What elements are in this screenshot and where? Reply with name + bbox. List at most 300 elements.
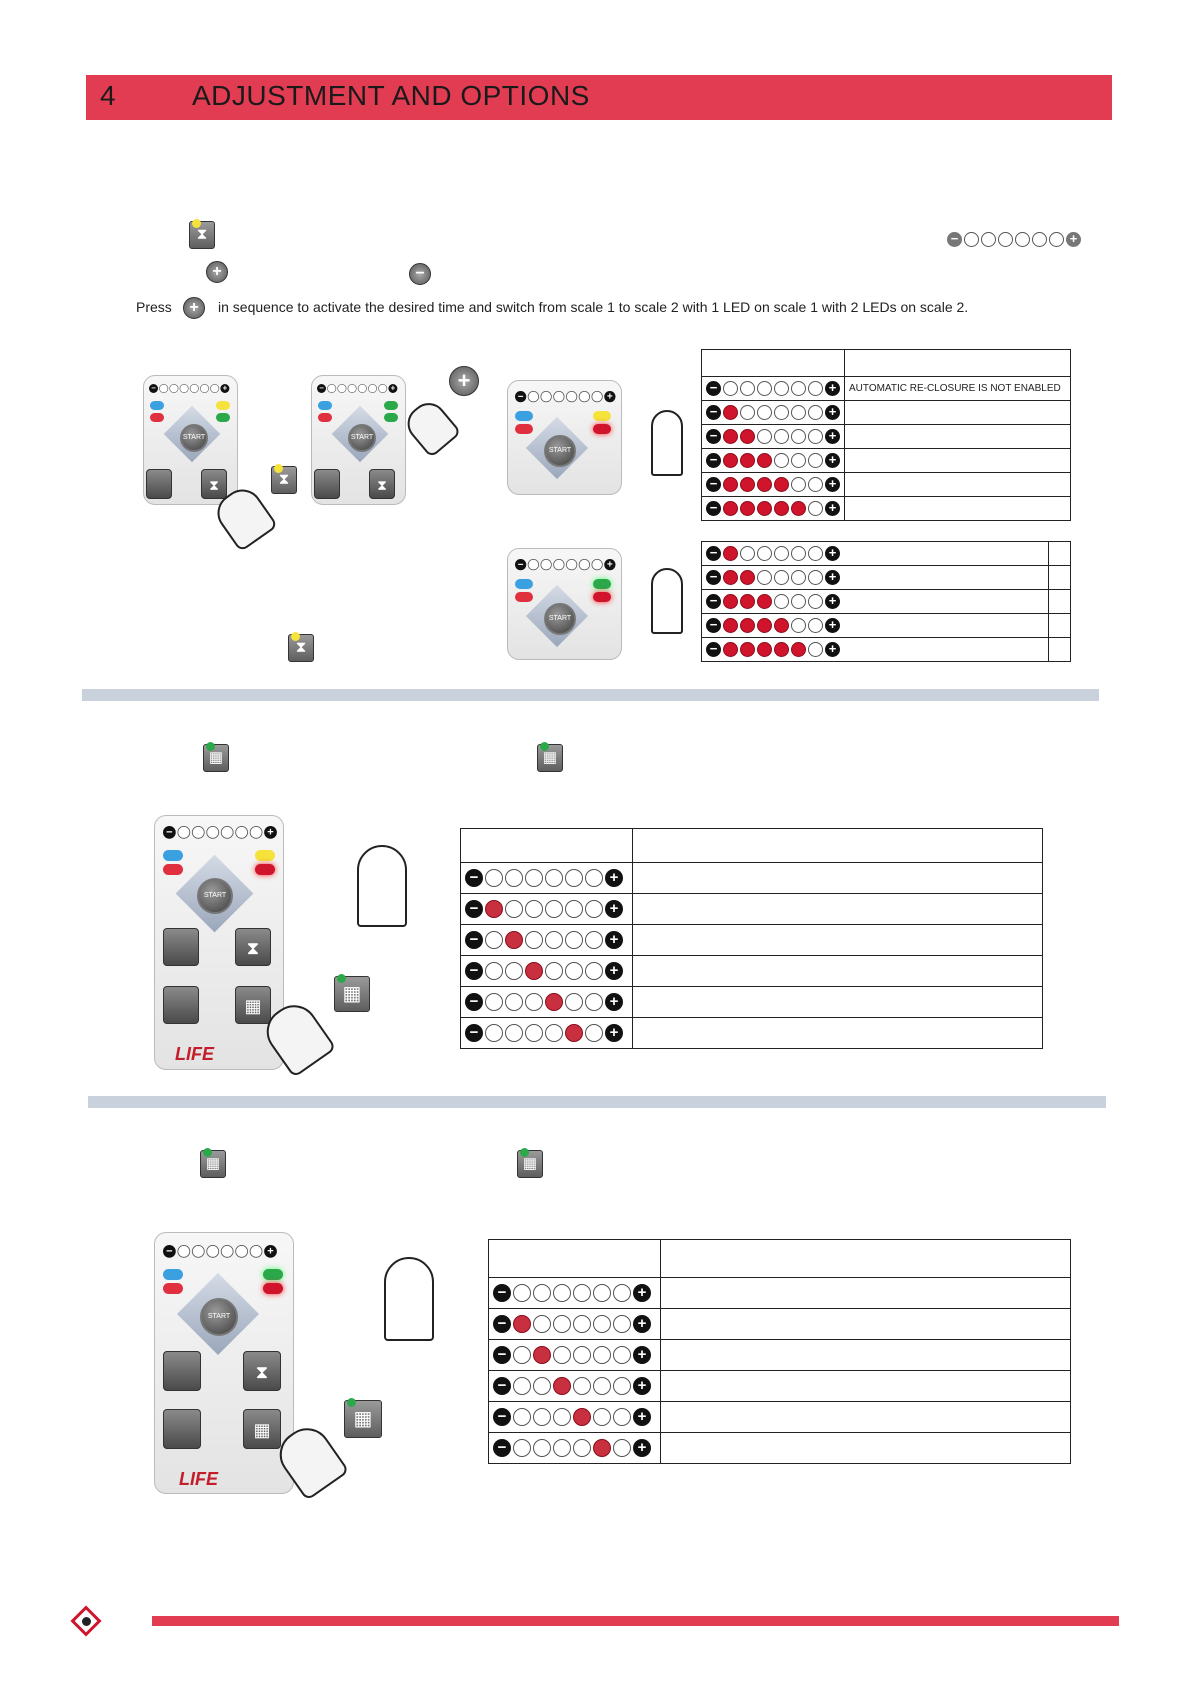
table-row xyxy=(702,449,1071,473)
minus-icon: − xyxy=(493,1346,511,1364)
row-description xyxy=(633,1018,1043,1049)
led-indicator xyxy=(791,477,806,492)
led-indicator xyxy=(740,618,755,633)
led-indicator xyxy=(525,962,543,980)
led-indicator xyxy=(791,594,806,609)
section-number: 4 xyxy=(100,80,116,111)
remote-icon xyxy=(314,469,340,499)
person-icon xyxy=(651,410,683,476)
minus-icon: − xyxy=(706,642,721,657)
led-indicator xyxy=(513,1346,531,1364)
led-indicator xyxy=(757,546,772,561)
minus-icon: − xyxy=(493,1439,511,1457)
led-indicator xyxy=(593,1346,611,1364)
led-indicator xyxy=(740,594,755,609)
led-indicator xyxy=(774,501,789,516)
led-indicator xyxy=(593,1439,611,1457)
control-panel: − + START ⧗ ▦ LIFE xyxy=(154,815,284,1070)
row-description xyxy=(633,863,1043,894)
led-indicator xyxy=(585,993,603,1011)
led-indicator xyxy=(545,931,563,949)
building-icon: ▦ xyxy=(517,1150,543,1178)
led-indicator xyxy=(740,477,755,492)
table-row xyxy=(702,497,1071,521)
building-icon: ▦ xyxy=(235,986,271,1024)
row-description xyxy=(845,473,1071,497)
table-row xyxy=(702,377,1071,401)
led-indicator xyxy=(593,1377,611,1395)
led-indicator xyxy=(565,931,583,949)
press-label: Press xyxy=(136,299,172,315)
led-indicator xyxy=(613,1315,631,1333)
led-indicator xyxy=(533,1346,551,1364)
led-indicator xyxy=(485,1024,503,1042)
life-logo-icon xyxy=(70,1605,104,1639)
led-indicator xyxy=(533,1439,551,1457)
minus-icon: − xyxy=(706,477,721,492)
led-indicator xyxy=(533,1377,551,1395)
building-icon: ▦ xyxy=(344,1400,382,1438)
row-description xyxy=(661,1402,1071,1433)
option-table-2 xyxy=(460,828,1043,1049)
plus-icon: + xyxy=(825,642,840,657)
led-indicator xyxy=(791,429,806,444)
led-indicator xyxy=(593,1315,611,1333)
minus-icon: − xyxy=(465,869,483,887)
minus-icon: − xyxy=(706,594,721,609)
plus-icon: + xyxy=(633,1284,651,1302)
led-indicator xyxy=(723,381,738,396)
table-row xyxy=(702,590,1071,614)
led-indicator xyxy=(525,1024,543,1042)
led-row xyxy=(493,1315,656,1333)
led-indicator xyxy=(525,931,543,949)
led-indicator xyxy=(723,570,738,585)
led-row xyxy=(706,570,1044,585)
led-row xyxy=(493,1439,656,1457)
led-indicator xyxy=(774,546,789,561)
led-indicator xyxy=(585,900,603,918)
table-row xyxy=(702,473,1071,497)
led-indicator xyxy=(545,1024,563,1042)
plus-icon: + xyxy=(183,297,205,319)
hourglass-icon: ⧗ xyxy=(189,221,215,249)
led-indicator xyxy=(791,642,806,657)
led-indicator xyxy=(485,900,503,918)
table-row xyxy=(461,925,1043,956)
led-indicator xyxy=(791,546,806,561)
led-row xyxy=(465,1024,628,1042)
led-indicator xyxy=(573,1284,591,1302)
minus-icon: − xyxy=(706,546,721,561)
table-row xyxy=(461,956,1043,987)
start-button: START xyxy=(180,424,208,452)
led-indicator xyxy=(774,429,789,444)
building-icon: ▦ xyxy=(200,1150,226,1178)
plus-icon: + xyxy=(825,570,840,585)
led-indicator xyxy=(791,381,806,396)
led-indicator xyxy=(774,405,789,420)
led-row xyxy=(465,931,628,949)
led-indicator xyxy=(545,993,563,1011)
hourglass-icon: ⧗ xyxy=(201,469,227,499)
person-icon xyxy=(357,845,407,927)
led-indicator xyxy=(505,931,523,949)
minus-icon: − xyxy=(493,1284,511,1302)
led-indicator xyxy=(723,594,738,609)
row-description xyxy=(1049,542,1071,566)
footer-bar xyxy=(152,1616,1119,1626)
minus-icon: − xyxy=(465,900,483,918)
led-indicator xyxy=(553,1439,571,1457)
led-row xyxy=(465,869,628,887)
building-icon: ▦ xyxy=(537,744,563,772)
hourglass-icon: ⧗ xyxy=(369,469,395,499)
led-indicator xyxy=(774,453,789,468)
led-row xyxy=(493,1408,656,1426)
led-indicator xyxy=(791,618,806,633)
row-description xyxy=(633,925,1043,956)
minus-icon: − xyxy=(465,1024,483,1042)
led-indicator xyxy=(613,1284,631,1302)
led-indicator xyxy=(573,1439,591,1457)
row-description xyxy=(845,401,1071,425)
hourglass-icon: ⧗ xyxy=(243,1351,281,1391)
led-indicator xyxy=(808,594,823,609)
control-panel: − + START xyxy=(507,380,622,495)
row-description xyxy=(1049,566,1071,590)
led-indicator xyxy=(485,993,503,1011)
plus-icon: + xyxy=(825,618,840,633)
led-indicator xyxy=(585,931,603,949)
separator xyxy=(82,689,1099,701)
led-indicator xyxy=(513,1315,531,1333)
led-indicator xyxy=(485,931,503,949)
led-indicator xyxy=(553,1315,571,1333)
minus-icon: − xyxy=(706,570,721,585)
led-indicator xyxy=(808,642,823,657)
plus-icon: + xyxy=(633,1377,651,1395)
led-row xyxy=(706,453,840,468)
start-button: START xyxy=(197,878,233,914)
table-row xyxy=(702,425,1071,449)
led-indicator xyxy=(808,405,823,420)
led-indicator xyxy=(565,869,583,887)
led-indicator xyxy=(757,618,772,633)
start-button: START xyxy=(200,1298,238,1336)
plus-icon: + xyxy=(825,477,840,492)
start-button: START xyxy=(348,424,376,452)
led-indicator xyxy=(533,1315,551,1333)
led-indicator xyxy=(774,618,789,633)
led-indicator xyxy=(808,618,823,633)
led-indicator xyxy=(533,1284,551,1302)
led-indicator xyxy=(740,381,755,396)
led-indicator xyxy=(585,1024,603,1042)
separator xyxy=(88,1096,1106,1108)
section-header xyxy=(86,75,1112,120)
led-indicator xyxy=(723,429,738,444)
control-panel: − + START ⧗ xyxy=(311,375,406,505)
control-panel: − + START xyxy=(507,548,622,660)
control-panel: − + START ⧗ xyxy=(143,375,238,505)
led-row xyxy=(493,1377,656,1395)
minus-icon: − xyxy=(706,405,721,420)
led-indicator xyxy=(613,1377,631,1395)
plus-icon: + xyxy=(605,869,623,887)
plus-icon: + xyxy=(633,1315,651,1333)
led-indicator xyxy=(740,546,755,561)
table-row xyxy=(702,566,1071,590)
led-indicator xyxy=(513,1377,531,1395)
minus-icon: − xyxy=(465,962,483,980)
led-indicator xyxy=(553,1377,571,1395)
led-row xyxy=(706,381,840,396)
led-indicator xyxy=(553,1284,571,1302)
instruction-text: in sequence to activate the desired time and switch from scale 1 to scale 2 with 1 LED on scale 1 with 2 LEDs on scale 2. xyxy=(218,299,969,315)
building-icon: ▦ xyxy=(243,1409,281,1449)
minus-icon: − xyxy=(409,263,431,285)
minus-icon: − xyxy=(706,381,721,396)
led-row xyxy=(706,477,840,492)
led-indicator xyxy=(774,570,789,585)
table-row xyxy=(489,1340,1071,1371)
led-indicator xyxy=(525,993,543,1011)
plus-icon: + xyxy=(633,1439,651,1457)
plus-icon: + xyxy=(825,546,840,561)
led-row xyxy=(493,1284,656,1302)
led-indicator xyxy=(757,570,772,585)
minus-icon: − xyxy=(493,1377,511,1395)
table-row xyxy=(702,542,1071,566)
led-indicator xyxy=(740,570,755,585)
hand-icon xyxy=(400,396,461,458)
led-row xyxy=(493,1346,656,1364)
led-indicator xyxy=(545,962,563,980)
led-indicator xyxy=(613,1346,631,1364)
led-row xyxy=(706,405,840,420)
led-indicator xyxy=(513,1408,531,1426)
plus-icon: + xyxy=(825,453,840,468)
building-icon: ▦ xyxy=(203,744,229,772)
led-row xyxy=(706,501,840,516)
led-indicator xyxy=(565,1024,583,1042)
plus-icon: + xyxy=(605,962,623,980)
led-indicator xyxy=(757,429,772,444)
control-panel: − + START ⧗ ▦ LIFE xyxy=(154,1232,294,1494)
led-indicator xyxy=(774,594,789,609)
led-indicator xyxy=(757,501,772,516)
led-indicator xyxy=(525,869,543,887)
row-description xyxy=(845,425,1071,449)
led-indicator xyxy=(757,405,772,420)
table-row xyxy=(461,894,1043,925)
plus-icon: + xyxy=(633,1408,651,1426)
led-indicator xyxy=(723,453,738,468)
remote-icon xyxy=(146,469,172,499)
row-description xyxy=(633,956,1043,987)
led-indicator xyxy=(573,1346,591,1364)
led-indicator xyxy=(723,405,738,420)
table-row xyxy=(489,1402,1071,1433)
table-row xyxy=(489,1371,1071,1402)
row-description xyxy=(661,1371,1071,1402)
table-row xyxy=(461,863,1043,894)
row-description xyxy=(661,1433,1071,1464)
row-description: AUTOMATIC RE-CLOSURE IS NOT ENABLED xyxy=(845,377,1071,401)
hourglass-icon: ⧗ xyxy=(288,634,314,662)
minus-icon: − xyxy=(465,931,483,949)
section-title: ADJUSTMENT AND OPTIONS xyxy=(192,80,590,111)
plus-icon: + xyxy=(449,366,479,396)
led-indicator xyxy=(573,1377,591,1395)
table-row xyxy=(461,1018,1043,1049)
led-row xyxy=(465,900,628,918)
minus-icon: − xyxy=(706,453,721,468)
led-indicator xyxy=(585,962,603,980)
led-indicator xyxy=(485,869,503,887)
led-indicator xyxy=(545,900,563,918)
led-row xyxy=(706,546,1044,561)
led-row xyxy=(706,429,840,444)
minus-icon: − xyxy=(706,429,721,444)
led-indicator xyxy=(505,962,523,980)
plus-icon: + xyxy=(633,1346,651,1364)
led-indicator xyxy=(505,993,523,1011)
led-indicator xyxy=(513,1439,531,1457)
hourglass-icon: ⧗ xyxy=(235,928,271,966)
row-description xyxy=(661,1309,1071,1340)
led-indicator xyxy=(740,429,755,444)
led-indicator xyxy=(565,993,583,1011)
led-indicator xyxy=(505,900,523,918)
led-indicator xyxy=(808,570,823,585)
led-strip-icon: − + xyxy=(947,232,1081,247)
led-indicator xyxy=(791,453,806,468)
row-description xyxy=(1049,590,1071,614)
plus-icon: + xyxy=(605,931,623,949)
led-indicator xyxy=(791,570,806,585)
plus-icon: + xyxy=(605,1024,623,1042)
led-indicator xyxy=(565,962,583,980)
led-indicator xyxy=(573,1408,591,1426)
led-indicator xyxy=(808,453,823,468)
led-indicator xyxy=(757,381,772,396)
option-table-3 xyxy=(488,1239,1071,1464)
life-logo-icon: LIFE xyxy=(179,1469,218,1489)
row-description xyxy=(845,497,1071,521)
led-indicator xyxy=(723,618,738,633)
led-row xyxy=(465,993,628,1011)
led-indicator xyxy=(808,429,823,444)
led-indicator xyxy=(565,900,583,918)
time-table-scale-2 xyxy=(701,541,1071,662)
led-indicator xyxy=(533,1408,551,1426)
led-indicator xyxy=(545,869,563,887)
led-indicator xyxy=(740,453,755,468)
plus-icon: + xyxy=(825,405,840,420)
led-indicator xyxy=(740,501,755,516)
led-indicator xyxy=(723,477,738,492)
led-indicator xyxy=(553,1408,571,1426)
led-indicator xyxy=(740,405,755,420)
led-indicator xyxy=(808,501,823,516)
led-row xyxy=(706,642,1044,657)
table-row xyxy=(489,1433,1071,1464)
start-button: START xyxy=(544,435,576,467)
person-icon xyxy=(163,986,199,1024)
plus-icon: + xyxy=(825,381,840,396)
led-indicator xyxy=(757,477,772,492)
table-row xyxy=(702,614,1071,638)
start-button: START xyxy=(544,603,576,635)
person-icon xyxy=(163,1409,201,1449)
led-indicator xyxy=(593,1408,611,1426)
led-indicator xyxy=(808,477,823,492)
plus-icon: + xyxy=(825,501,840,516)
life-logo-icon: LIFE xyxy=(175,1044,214,1064)
remote-icon xyxy=(163,928,199,966)
led-indicator xyxy=(505,869,523,887)
row-description xyxy=(633,894,1043,925)
row-description xyxy=(1049,614,1071,638)
led-row xyxy=(706,594,1044,609)
led-indicator xyxy=(808,381,823,396)
minus-icon: − xyxy=(493,1315,511,1333)
led-indicator xyxy=(573,1315,591,1333)
led-indicator xyxy=(593,1284,611,1302)
led-indicator xyxy=(723,501,738,516)
table-row xyxy=(702,638,1071,662)
led-indicator xyxy=(774,381,789,396)
led-indicator xyxy=(553,1346,571,1364)
building-icon: ▦ xyxy=(334,976,370,1012)
table-row xyxy=(461,987,1043,1018)
led-row xyxy=(706,618,1044,633)
person-icon xyxy=(651,568,683,634)
led-indicator xyxy=(791,501,806,516)
led-indicator xyxy=(613,1439,631,1457)
time-table-scale-1 xyxy=(701,349,1071,521)
plus-icon: + xyxy=(206,261,228,283)
plus-icon: + xyxy=(825,429,840,444)
led-indicator xyxy=(808,546,823,561)
row-description xyxy=(845,449,1071,473)
led-indicator xyxy=(774,477,789,492)
led-indicator xyxy=(740,642,755,657)
led-indicator xyxy=(485,962,503,980)
led-indicator xyxy=(723,546,738,561)
row-description xyxy=(1049,638,1071,662)
minus-icon: − xyxy=(706,501,721,516)
led-row xyxy=(465,962,628,980)
minus-icon: − xyxy=(493,1408,511,1426)
row-description xyxy=(661,1278,1071,1309)
led-indicator xyxy=(791,405,806,420)
minus-icon: − xyxy=(465,993,483,1011)
led-indicator xyxy=(757,594,772,609)
led-indicator xyxy=(723,642,738,657)
table-row xyxy=(489,1278,1071,1309)
led-indicator xyxy=(505,1024,523,1042)
led-indicator xyxy=(757,642,772,657)
minus-icon: − xyxy=(706,618,721,633)
plus-icon: + xyxy=(605,900,623,918)
led-indicator xyxy=(513,1284,531,1302)
hourglass-icon: ⧗ xyxy=(271,466,297,494)
led-indicator xyxy=(525,900,543,918)
row-description xyxy=(633,987,1043,1018)
